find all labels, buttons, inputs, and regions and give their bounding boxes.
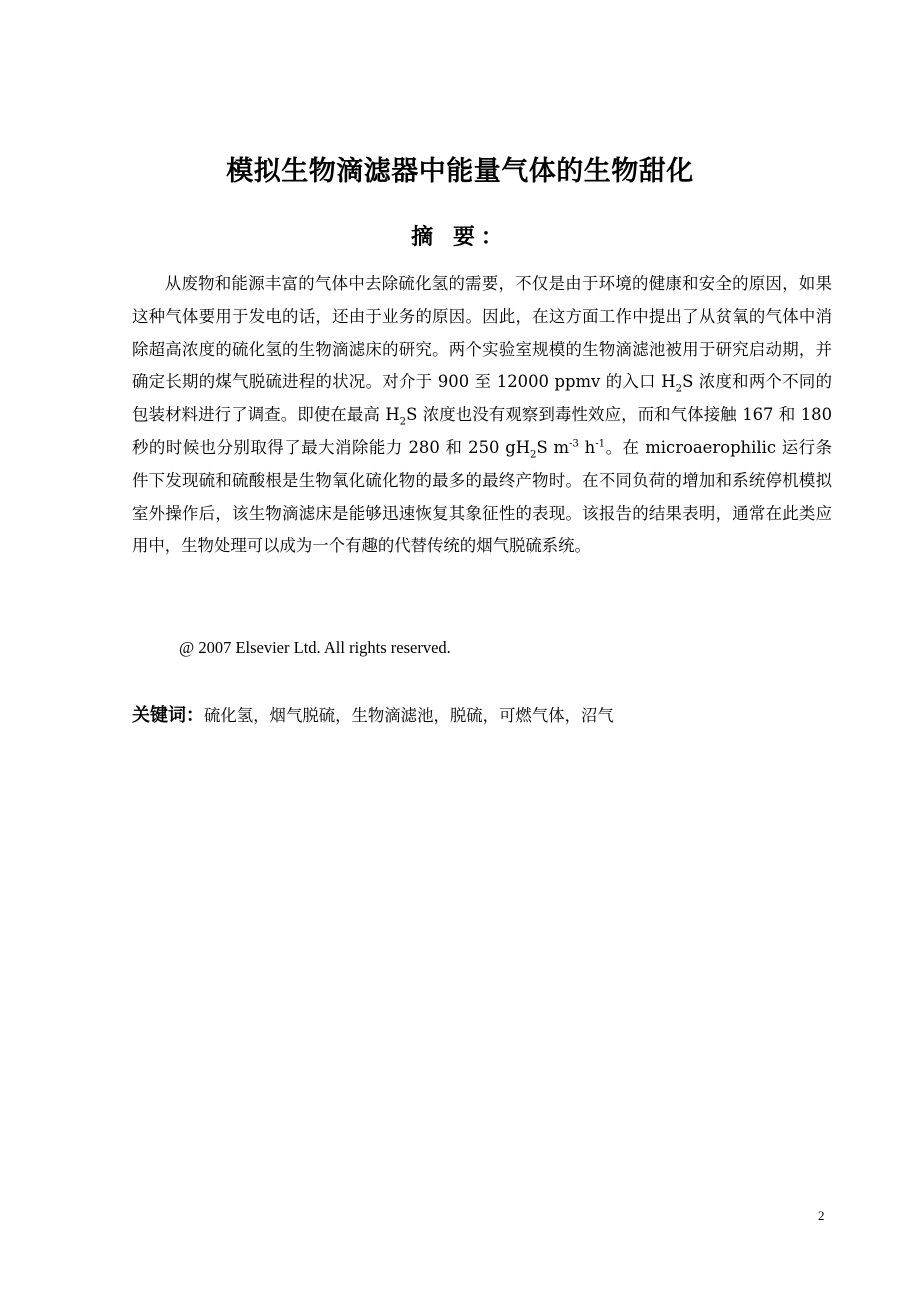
copyright-notice: @ 2007 Elsevier Ltd. All rights reserved.	[179, 638, 451, 657]
abstract-paragraph	[132, 268, 832, 563]
document-title: 模拟生物滴滤器中能量气体的生物甜化	[226, 156, 694, 187]
abstract-text-1: 从废物和能源丰富的气体中去除硫化氢的需要，不仅是由于环境的健康和安全的原因，如果这种气体要用于发电的话，还由于业务的原因。因此，在这方面工作中提出了从贫氧的气体中消除超高浓度的硫化氢的生物滴滤床的研究。两个实验室规模的生物滴滤池被用于研究启动期，并确定长期的煤气脱硫进程的状况。对介于 900 至 12000 ppmv 的入口 H	[132, 274, 832, 392]
keywords-label: 关键词：	[132, 705, 204, 726]
subscript-2: 2	[675, 383, 683, 395]
superscript-minus-3: -3	[568, 438, 579, 450]
keywords-list: 硫化氢，烟气脱硫，生物滴滤池，脱硫，可燃气体，沼气	[204, 706, 614, 725]
abstract-text-2: S 浓度和两个不同的包装材料进行了调查。即使在最高 H	[132, 372, 832, 425]
subscript-2: 2	[530, 449, 537, 461]
page-number: 2	[818, 1208, 825, 1223]
abstract-text-4: S m	[536, 437, 569, 457]
abstract-heading: 摘 要：	[411, 225, 509, 250]
subscript-2: 2	[399, 416, 407, 428]
superscript-minus-1: -1	[595, 438, 606, 450]
keywords-line	[132, 700, 832, 732]
abstract-body	[132, 268, 832, 563]
abstract-text-3: S 浓度也没有观察到毒性效应，而和气体接触 167 和 180 秒的时候也分别取得了最大消除能力 280 和 250 gH	[132, 405, 832, 457]
abstract-text-6: 。在 microaerophilic 运行条件下发现硫和硫酸根是生物氧化硫化物的最多的最终产物时。在不同负荷的增加和系统停机模拟室外操作后，该生物滴滤床是能够迅速恢复其象征性的表现。该报告的结果表明，通常在此类应用中，生物处理可以成为一个有趣的代替传统的烟气脱硫系统。	[132, 437, 832, 556]
abstract-text-5: h	[578, 437, 596, 457]
